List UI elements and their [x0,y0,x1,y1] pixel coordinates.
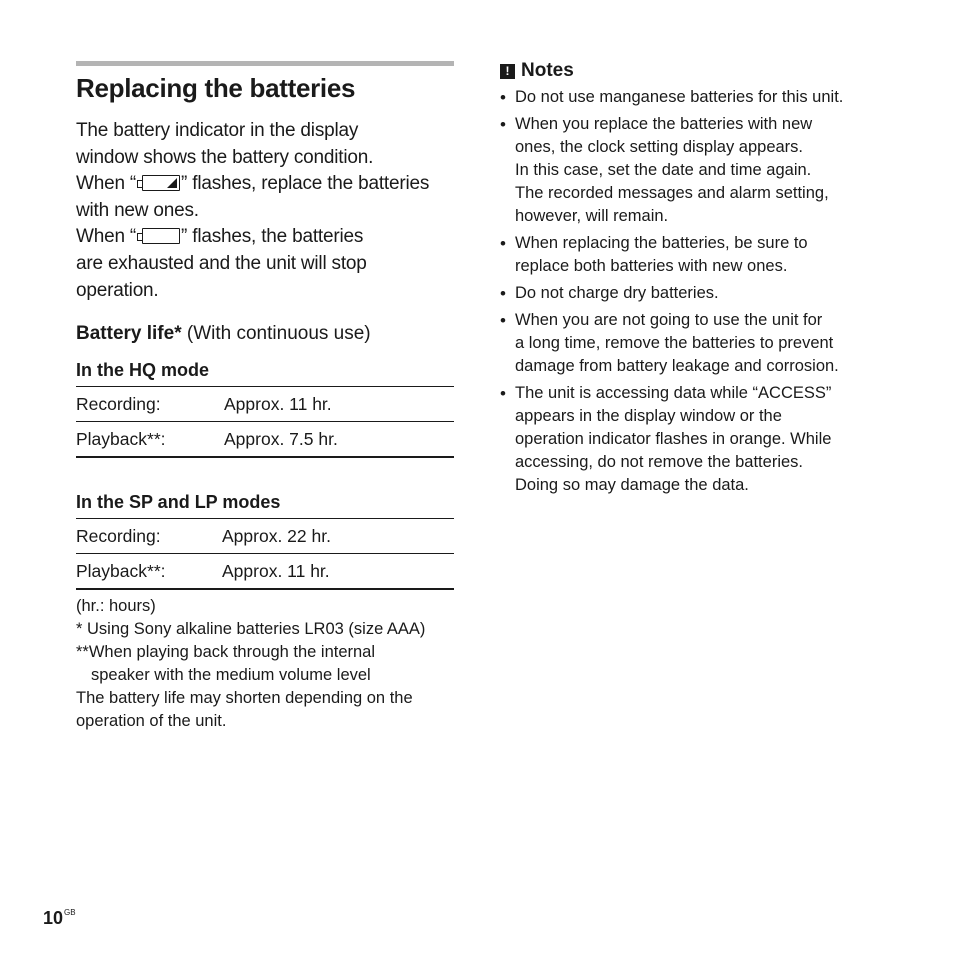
row-label: Recording: [76,387,224,422]
note-line: appears in the display window or the [515,407,782,425]
intro-line: The battery indicator in the display [76,120,359,141]
battery-empty-icon [142,228,180,244]
note-line: a long time, remove the batteries to prevent [515,334,834,352]
page-number [43,908,76,929]
quote-open: When “ [76,173,137,195]
quote-open: When “ [76,226,137,248]
note-line: however, will remain. [515,207,669,225]
note-line: The recorded messages and alarm setting, [515,184,829,202]
title-rule [76,61,454,66]
intro-line: with new ones. [76,199,199,221]
row-label: Recording: [76,519,222,554]
note-line: In this case, set the date and time again. [515,161,812,179]
note-icon: ! [500,64,515,79]
hq-mode-heading: In the HQ mode [76,360,210,381]
row-value: Approx. 7.5 hr. [224,422,454,458]
note-line: operation indicator flashes in orange. While [515,430,832,448]
table-row [76,387,454,422]
left-column [76,61,454,733]
note-line: accessing, do not remove the batteries. [515,453,803,471]
table-row [76,519,454,554]
intro-line: window shows the battery condition. [76,146,374,168]
page-number-value: 10 [43,908,64,928]
list-item [500,309,880,378]
notes-list [500,86,880,497]
intro-text [76,118,454,304]
page-title: Replacing the batteries [76,73,356,103]
list-item [500,282,880,305]
footnote-shorten: The battery life may shorten depending on the [76,689,413,708]
note-line: ones, the clock setting display appears. [515,138,804,156]
footnote-unit: (hr.: hours) [76,597,156,616]
list-item [500,113,880,228]
footnotes [76,595,454,733]
table-row [76,422,454,458]
intro-text-fragment: ” flashes, replace the batteries [181,173,430,195]
footnote-double-star: **When playing back through the internal [76,643,376,662]
row-value: Approx. 22 hr. [222,519,454,554]
row-value: Approx. 11 hr. [224,387,454,422]
note-line: • Do not use manganese batteries for this unit. [515,88,844,106]
row-label: Playback**: [76,422,224,458]
intro-line-battery-empty [76,224,454,251]
note-line: • When replacing the batteries, be sure to [515,234,808,252]
intro-line: are exhausted and the unit will stop [76,252,367,274]
intro-text-fragment: ” flashes, the batteries [181,226,364,248]
note-line: • The unit is accessing data while “ACCESS” [515,384,832,402]
battery-life-heading [76,322,454,346]
footnote-shorten-cont: operation of the unit. [76,712,227,731]
battery-life-label: Battery life* [76,323,182,345]
row-value: Approx. 11 hr. [222,554,454,590]
table-row [76,554,454,590]
note-line: • Do not charge dry batteries. [515,284,719,302]
sp-lp-mode-table [76,518,454,590]
note-line: damage from battery leakage and corrosion. [515,357,839,375]
intro-line: operation. [76,279,159,301]
battery-life-subtitle: (With continuous use) [181,323,371,345]
battery-low-icon [142,175,180,191]
footnote-star: * Using Sony alkaline batteries LR03 (size AAA) [76,620,426,639]
intro-line-battery-low [76,171,454,198]
notes-heading [500,58,880,84]
list-item [500,232,880,278]
hq-mode-table [76,386,454,458]
row-label: Playback**: [76,554,222,590]
note-line: • When you replace the batteries with new [515,115,813,133]
list-item [500,382,880,497]
right-column [500,58,880,501]
page-region-suffix: GB [64,908,76,917]
note-line: • When you are not going to use the unit for [515,311,823,329]
footnote-double-star-cont: speaker with the medium volume level [91,666,371,685]
notes-title: Notes [521,60,574,81]
list-item [500,86,880,109]
note-line: Doing so may damage the data. [515,476,749,494]
sp-lp-mode-heading: In the SP and LP modes [76,492,281,513]
note-line: replace both batteries with new ones. [515,257,788,275]
